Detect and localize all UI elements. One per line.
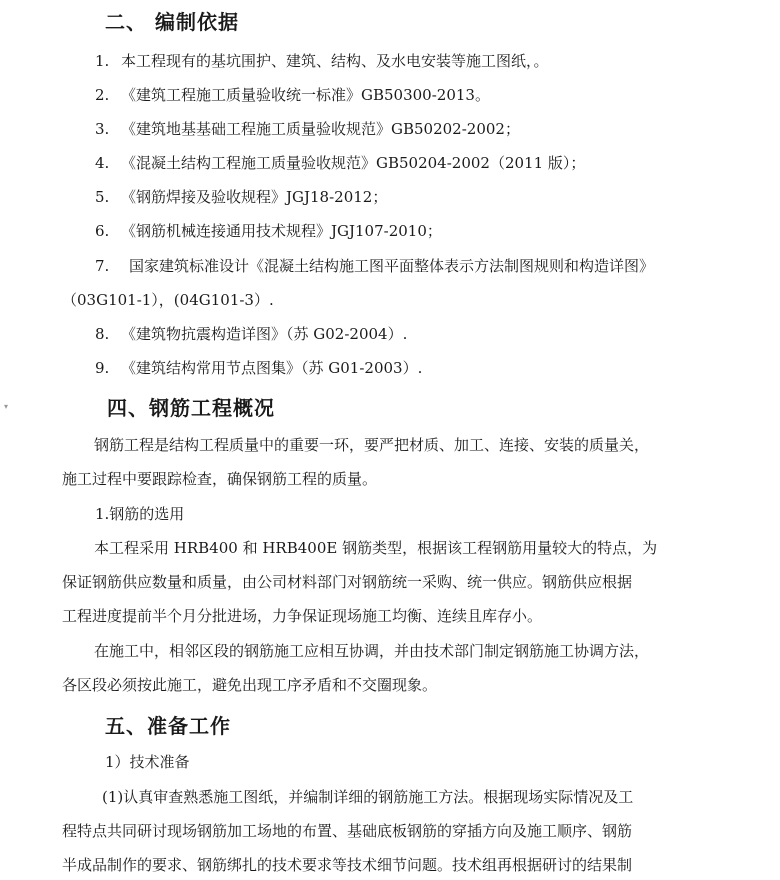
section-4-heading: 四、钢筋工程概况 xyxy=(107,396,275,420)
list-item-continuation: （03G101-1），(04G101-3）. xyxy=(62,291,274,309)
section-2-heading: 二、 编制依据 xyxy=(105,10,239,34)
list-item: 7. 国家建筑标准设计《混凝土结构施工图平面整体表示方法制图规则和构造详图》 xyxy=(95,257,655,275)
list-item: 9. 《建筑结构常用节点图集》（苏 G01-2003）. xyxy=(95,359,423,377)
paragraph-line: 钢筋工程是结构工程质量中的重要一环，要严把材质、加工、连接、安装的质量关， xyxy=(94,436,650,454)
paragraph-line: 各区段必须按此施工，避免出现工序矛盾和不交圈现象。 xyxy=(62,676,438,694)
paragraph-line: 程特点共同研讨现场钢筋加工场地的布置、基础底板钢筋的穿插方向及施工顺序、钢筋 xyxy=(62,822,633,840)
list-item: 5. 《钢筋焊接及验收规程》JGJ18-2012； xyxy=(95,188,388,206)
list-item: 4. 《混凝土结构工程施工质量验收规范》GB50204-2002（2011 版）； xyxy=(95,154,586,172)
subheading: 1.钢筋的选用 xyxy=(95,505,185,523)
list-item: 1. 本工程现有的基坑围护、建筑、结构、及水电安装等施工图纸，。 xyxy=(95,52,549,70)
paragraph-line: (1)认真审查熟悉施工图纸，并编制详细的钢筋施工方法。根据现场实际情况及工 xyxy=(102,788,634,806)
list-item: 3. 《建筑地基基础工程施工质量验收规范》GB50202-2002； xyxy=(95,120,520,138)
paragraph-line: 施工过程中要跟踪检查，确保钢筋工程的质量。 xyxy=(62,470,378,488)
section-5-heading: 五、准备工作 xyxy=(105,714,231,738)
paragraph-line: 在施工中，相邻区段的钢筋施工应相互协调，并由技术部门制定钢筋施工协调方法， xyxy=(94,642,650,660)
paragraph-line: 本工程采用 HRB400 和 HRB400E 钢筋类型，根据该工程钢筋用量较大的特点，为 xyxy=(94,539,658,557)
collapse-marker-icon: ▾ xyxy=(4,402,9,411)
paragraph-line: 半成品制作的要求、钢筋绑扎的技术要求等技术细节问题。技术组再根据研讨的结果制 xyxy=(62,856,633,874)
paragraph-line: 工程进度提前半个月分批进场，力争保证现场施工均衡、连续且库存小。 xyxy=(62,607,543,625)
list-item: 2. 《建筑工程施工质量验收统一标准》GB50300-2013。 xyxy=(95,86,490,104)
paragraph-line: 保证钢筋供应数量和质量，由公司材料部门对钢筋统一采购、统一供应。钢筋供应根据 xyxy=(62,573,633,591)
list-item: 6. 《钢筋机械连接通用技术规程》JGJ107-2010； xyxy=(95,222,442,240)
subheading: 1）技术准备 xyxy=(105,753,190,771)
list-item: 8. 《建筑物抗震构造详图》（苏 G02-2004）. xyxy=(95,325,408,343)
